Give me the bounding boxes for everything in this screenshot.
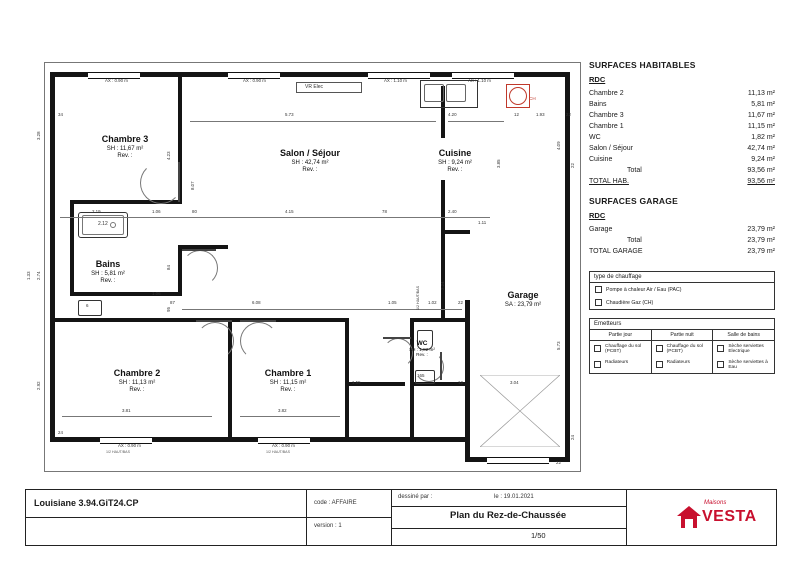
surface-row bbox=[589, 88, 775, 99]
room-label-chambre1 bbox=[228, 368, 348, 393]
room-name: Bains bbox=[95, 259, 121, 269]
date-label: le : 19.01.2021 bbox=[494, 494, 534, 500]
room-label-salon-sejour bbox=[240, 148, 380, 173]
dim-window-top-4: AX : 1.10 m bbox=[468, 78, 491, 83]
surface-value: 11,15 m² bbox=[747, 123, 775, 130]
surface-grand-total-row bbox=[589, 176, 775, 187]
dim-top-right-2: 22 bbox=[566, 112, 571, 117]
surface-row bbox=[589, 99, 775, 110]
dim-mid-5: 1.02 bbox=[428, 300, 437, 305]
dim-window-top-1: AX : 0.90 m bbox=[105, 78, 128, 83]
heating-unit-label: CH bbox=[529, 96, 536, 101]
dim-bottom-5: 3.04 bbox=[510, 380, 519, 385]
checkbox-icon[interactable] bbox=[717, 345, 724, 352]
dim-frame-left bbox=[44, 62, 45, 472]
panel-subtitle-garage-rdc: RDC bbox=[589, 211, 606, 220]
hm-label-3: 1/2 HAUT/BAS bbox=[416, 286, 420, 310]
surface-value: 42,74 m² bbox=[747, 145, 775, 152]
hm-label-2: 1/2 HAUT/BAS bbox=[266, 450, 290, 454]
surface-name: Salon / Séjour bbox=[589, 145, 633, 152]
heating-option-pac[interactable] bbox=[590, 283, 774, 296]
emitters-column-night bbox=[652, 330, 714, 373]
dim-mid-3: 6.08 bbox=[252, 300, 261, 305]
exterior-wall-left bbox=[50, 72, 55, 442]
kitchen-sink-basin-2 bbox=[446, 84, 466, 102]
dim-left-5: 84 bbox=[166, 265, 171, 270]
dim-left-8: 95 bbox=[166, 307, 171, 312]
company-logo bbox=[676, 498, 768, 536]
surface-value: 11,13 m² bbox=[747, 90, 775, 97]
checkbox-icon[interactable] bbox=[595, 286, 602, 293]
emitters-column-bathroom bbox=[713, 330, 774, 373]
dim-inner-5: 78 bbox=[382, 209, 387, 214]
surface-name: WC bbox=[589, 134, 601, 141]
bathtub-drain-icon bbox=[110, 222, 116, 228]
emitters-column-day bbox=[590, 330, 652, 373]
room-area: SH : 1,82 m² bbox=[409, 347, 435, 352]
heating-option-label: Pompe à chaleur Air / Eau (PAC) bbox=[606, 286, 682, 293]
heating-type-title: type de chauffage bbox=[590, 272, 774, 283]
checkbox-icon[interactable] bbox=[595, 299, 602, 306]
surface-total-row bbox=[589, 165, 775, 176]
dim-top-right-1: 1.93 bbox=[536, 112, 545, 117]
emitter-option[interactable] bbox=[652, 341, 713, 357]
checkbox-icon[interactable] bbox=[656, 361, 663, 368]
checkbox-icon[interactable] bbox=[656, 345, 663, 352]
interior-wall-salon-cuisine-2 bbox=[441, 180, 445, 232]
emitter-label: Chauffage du sol (PCBT) bbox=[666, 344, 703, 354]
dim-left-2: 3.28 bbox=[36, 131, 41, 140]
dim-left-7: 1.33 bbox=[26, 271, 31, 280]
dimline-cuisine-top bbox=[448, 121, 504, 122]
room-area: SH : 11,13 m² bbox=[118, 380, 156, 386]
garage-grand-total-name: TOTAL GARAGE bbox=[589, 248, 643, 255]
heating-unit-circle-icon bbox=[509, 87, 527, 105]
dim-frame-right bbox=[580, 62, 581, 472]
room-name: WC bbox=[416, 340, 428, 347]
dim-inner-4: 4.15 bbox=[285, 209, 294, 214]
dimline-bottom-2 bbox=[240, 416, 340, 417]
fixture-dim-wc: 165 bbox=[417, 373, 425, 378]
room-area: SH : 11,15 m² bbox=[269, 380, 307, 386]
washbasin-fixture bbox=[78, 300, 102, 316]
version-label: version : 1 bbox=[314, 523, 342, 529]
door-leaf-chambre1 bbox=[240, 320, 276, 322]
door-arc-chambre1 bbox=[240, 322, 278, 360]
exterior-wall-right bbox=[565, 72, 570, 462]
emitter-option[interactable] bbox=[590, 357, 651, 371]
room-rev: Rev. : bbox=[447, 167, 463, 173]
dim-left-4: 8.07 bbox=[190, 181, 195, 190]
emitter-option[interactable] bbox=[713, 341, 774, 357]
surface-row bbox=[589, 154, 775, 165]
door-leaf-bains bbox=[182, 249, 216, 251]
house-logo-icon bbox=[676, 504, 702, 530]
logo-top-text: Maisons bbox=[704, 500, 727, 506]
emitter-label: Sèche serviettes Electrique bbox=[728, 344, 764, 354]
room-area: SH : 42,74 m² bbox=[291, 160, 329, 166]
emitters-column-header: Partie nuit bbox=[652, 330, 713, 341]
surface-row bbox=[589, 132, 775, 143]
emitters-title: Emetteurs bbox=[590, 319, 774, 330]
room-area: SA : 23,79 m² bbox=[504, 302, 542, 308]
emitter-label: Sèche serviettes à Eau bbox=[728, 360, 768, 370]
emitter-option[interactable] bbox=[652, 357, 713, 371]
interior-wall-cuisine-bottom bbox=[441, 230, 470, 234]
emitter-label: Radiateurs bbox=[605, 360, 629, 365]
scale-label: 1/50 bbox=[531, 531, 546, 540]
surface-total-name: Total bbox=[627, 167, 642, 174]
panel-title-habitable: SURFACES HABITABLES bbox=[589, 60, 696, 70]
dim-mid-4: 1.05 bbox=[388, 300, 397, 305]
garage-row bbox=[589, 224, 775, 235]
fixture-dim-bathtub: 2.12 bbox=[98, 221, 108, 227]
dim-left-10: 24 bbox=[58, 430, 63, 435]
room-rev: Rev. : bbox=[302, 167, 318, 173]
dim-inner-7: 1.11 bbox=[478, 220, 487, 225]
dim-window-bottom-2: AX : 0.90 m bbox=[272, 443, 295, 448]
garage-grand-total-value: 23,79 m² bbox=[747, 248, 775, 255]
garage-grand-total-row bbox=[589, 246, 775, 257]
checkbox-icon[interactable] bbox=[717, 361, 724, 368]
surface-name: Cuisine bbox=[589, 156, 613, 163]
room-label-cuisine bbox=[405, 148, 505, 173]
emitters-section bbox=[589, 318, 775, 374]
dim-left-3: 4.23 bbox=[166, 151, 171, 160]
garage-total-name: Total bbox=[627, 237, 642, 244]
surface-grand-total-name: TOTAL HAB. bbox=[589, 178, 629, 185]
dimline-mid bbox=[182, 309, 462, 310]
room-label-bains bbox=[62, 259, 154, 284]
panel-title-garage: SURFACES GARAGE bbox=[589, 196, 678, 206]
checkbox-icon[interactable] bbox=[594, 345, 601, 352]
garage-step-wall bbox=[465, 437, 470, 462]
dim-left-1: 34 bbox=[58, 112, 63, 117]
dim-frame-top bbox=[44, 62, 580, 63]
dim-left-9: 2.92 bbox=[36, 381, 41, 390]
dim-inner-6: 2.40 bbox=[448, 209, 457, 214]
logo-main-text: VESTA bbox=[702, 508, 757, 525]
dim-bottom-6: 22 bbox=[556, 460, 561, 465]
dim-mid-6: 22 bbox=[458, 300, 463, 305]
room-label-wc bbox=[398, 340, 446, 357]
garage-name: Garage bbox=[589, 226, 613, 233]
dim-left-6: 2.74 bbox=[36, 271, 41, 280]
room-rev: Rev. : bbox=[117, 153, 133, 159]
room-name: Garage bbox=[507, 290, 539, 300]
dim-bottom-3: 1.55 bbox=[352, 380, 361, 385]
dimline-salon-top bbox=[190, 121, 436, 122]
surface-name: Chambre 1 bbox=[589, 123, 624, 130]
surface-row bbox=[589, 110, 775, 121]
dim-mid-1: 1.06 bbox=[152, 291, 161, 296]
room-area: SH : 9,24 m² bbox=[438, 160, 472, 166]
dim-inner-3: 80 bbox=[192, 209, 197, 214]
room-name: Chambre 2 bbox=[113, 368, 161, 378]
drawn-by-label: dessiné par : bbox=[398, 494, 433, 500]
garage-total-value: 23,79 m² bbox=[747, 237, 775, 244]
interior-wall-wc-top bbox=[410, 318, 466, 322]
dim-right-4: 2.24 bbox=[440, 281, 445, 290]
dimline-inner bbox=[60, 217, 490, 218]
room-rev: Rev. : bbox=[416, 352, 428, 357]
surface-value: 1,82 m² bbox=[751, 134, 775, 141]
door-leaf-chambre2 bbox=[196, 320, 232, 322]
dim-right-6: 22 bbox=[570, 163, 575, 168]
dim-right-3: 4.09 bbox=[556, 141, 561, 150]
hm-label-1: 1/2 HAUT/BAS bbox=[106, 450, 130, 454]
dim-inner-1: 2.19 bbox=[92, 209, 101, 214]
surfaces-panel bbox=[589, 60, 775, 480]
fixture-dim-basin: 6 bbox=[86, 303, 89, 308]
room-label-chambre2 bbox=[62, 368, 212, 393]
title-block bbox=[25, 489, 777, 546]
heating-type-section bbox=[589, 271, 775, 310]
door-leaf-chambre3 bbox=[178, 162, 180, 202]
dim-inner-2: 1.06 bbox=[152, 209, 161, 214]
dim-right-5: 5.73 bbox=[556, 341, 561, 350]
dim-bottom-4: 12 bbox=[458, 380, 463, 385]
emitter-option[interactable] bbox=[590, 341, 651, 357]
room-name: Chambre 1 bbox=[264, 368, 312, 378]
garage-vehicle-hatch bbox=[480, 375, 560, 447]
dim-top-salon-width: 5.73 bbox=[285, 112, 294, 117]
vr-elec-label: VR Elec bbox=[305, 84, 324, 90]
checkbox-icon[interactable] bbox=[594, 361, 601, 368]
garage-value: 23,79 m² bbox=[747, 226, 775, 233]
room-rev: Rev. : bbox=[129, 387, 145, 393]
room-label-chambre3 bbox=[70, 134, 180, 159]
door-arc-chambre3 bbox=[140, 162, 182, 204]
surface-value: 11,67 m² bbox=[747, 112, 775, 119]
dim-window-bottom-1: AX : 0.90 m bbox=[118, 443, 141, 448]
surface-value: 9,24 m² bbox=[751, 156, 775, 163]
surface-grand-total-value: 93,56 m² bbox=[747, 178, 775, 185]
emitter-option[interactable] bbox=[713, 357, 774, 373]
heating-option-label: Chaudière Gaz (CH) bbox=[606, 299, 654, 306]
emitter-label: Radiateurs bbox=[666, 360, 690, 365]
room-rev: Rev. : bbox=[280, 387, 296, 393]
garage-total-row bbox=[589, 235, 775, 246]
interior-wall-bains-bottom bbox=[70, 292, 182, 296]
dim-right-2: 3.85 bbox=[496, 159, 501, 168]
surface-name: Bains bbox=[589, 101, 607, 108]
panel-subtitle-rdc: RDC bbox=[589, 75, 606, 84]
surface-name: Chambre 3 bbox=[589, 112, 624, 119]
code-label: code : AFFAIRE bbox=[314, 500, 357, 506]
surface-value: 5,81 m² bbox=[751, 101, 775, 108]
dim-top-cuisine-width: 4.20 bbox=[448, 112, 457, 117]
plan-title: Plan du Rez-de-Chaussée bbox=[450, 510, 567, 521]
dim-bottom-1: 3.81 bbox=[122, 408, 131, 413]
room-area: SH : 5,81 m² bbox=[91, 271, 125, 277]
dim-right-1: 12 bbox=[514, 112, 519, 117]
surface-row bbox=[589, 121, 775, 132]
emitters-column-header: Salle de bains bbox=[713, 330, 774, 341]
kitchen-sink-basin-1 bbox=[424, 84, 444, 102]
door-arc-chambre2 bbox=[196, 322, 234, 360]
room-area: SH : 11,67 m² bbox=[106, 146, 144, 152]
room-rev: Rev. : bbox=[100, 278, 116, 284]
door-arc-bains bbox=[182, 250, 218, 286]
emitters-column-header: Partie jour bbox=[590, 330, 651, 341]
dim-right-7: 24 bbox=[570, 435, 575, 440]
dim-window-top-3: AX : 1.10 m bbox=[384, 78, 407, 83]
room-name: Salon / Séjour bbox=[279, 148, 340, 158]
dim-mid-2: 87 bbox=[170, 300, 175, 305]
project-reference: Louisiane 3.94.GiT24.CP bbox=[34, 498, 139, 508]
surface-row bbox=[589, 143, 775, 154]
dim-window-top-2: AX : 0.90 m bbox=[243, 78, 266, 83]
surface-total-value: 93,56 m² bbox=[747, 167, 775, 174]
heating-option-gas[interactable] bbox=[590, 296, 774, 309]
emitter-label: Chauffage du sol (PCBT) bbox=[605, 344, 642, 354]
garage-door bbox=[487, 457, 549, 464]
surface-name: Chambre 2 bbox=[589, 90, 624, 97]
dimline-bottom-1 bbox=[62, 416, 212, 417]
room-name: Chambre 3 bbox=[101, 134, 149, 144]
room-name: Cuisine bbox=[438, 148, 472, 158]
dim-bottom-2: 3.82 bbox=[278, 408, 287, 413]
door-leaf-wc bbox=[383, 337, 411, 339]
dim-frame-bottom bbox=[44, 471, 580, 472]
room-label-garage bbox=[478, 290, 568, 308]
